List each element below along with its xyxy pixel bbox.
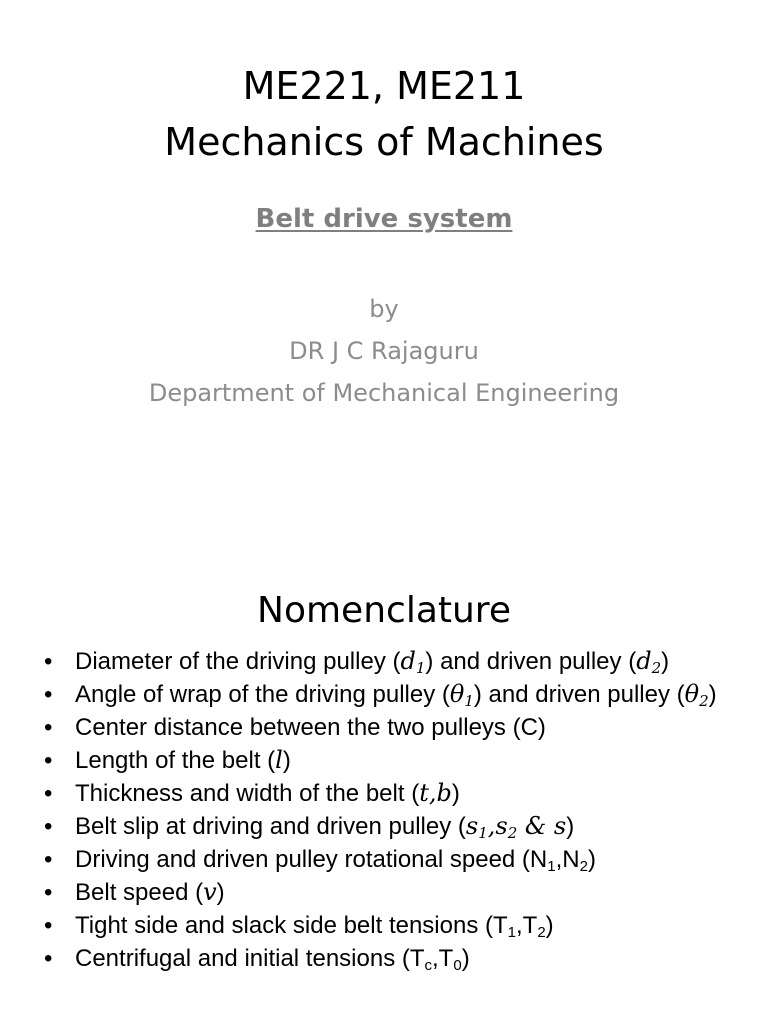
list-item: • Angle of wrap of the driving pulley $(\theta_1)$ and driven pulley $(\theta_2)$ xyxy=(44,681,724,708)
list-item: • Thickness and width of the belt (t,b) xyxy=(44,780,724,807)
by-label: by xyxy=(369,295,399,323)
nomenclature-list xyxy=(44,648,724,978)
list-item: • Diameter of the driving pulley $(d_1)$ and driven pulley $(d_2)$ xyxy=(44,648,724,675)
department-name: Department of Mechanical Engineering xyxy=(148,379,620,407)
list-item: • Belt slip at driving and driven pulley ($s_1,s_2$ & s) xyxy=(44,813,724,840)
course-code: ME221, ME211 xyxy=(242,64,526,108)
slide-title: Mechanics of Machines xyxy=(164,120,604,164)
list-item: • Centrifugal and initial tensions $(T_c,T_0)$ xyxy=(44,945,724,972)
author-name: DR J C Rajaguru xyxy=(289,337,479,365)
slide-subtitle: Belt drive system xyxy=(255,204,513,234)
list-item: • Center distance between the two pulleys (C) xyxy=(44,714,724,741)
list-item: • Belt speed (v) xyxy=(44,879,724,906)
nomenclature-slide xyxy=(0,560,768,1024)
list-item: • Length of the belt (l) xyxy=(44,747,724,774)
list-item: • Driving and driven pulley rotational speed $(N_1,N_2)$ xyxy=(44,846,724,873)
nomenclature-title: Nomenclature xyxy=(257,590,511,631)
list-item: • Tight side and slack side belt tensions $(T_1,T_2)$ xyxy=(44,912,724,939)
